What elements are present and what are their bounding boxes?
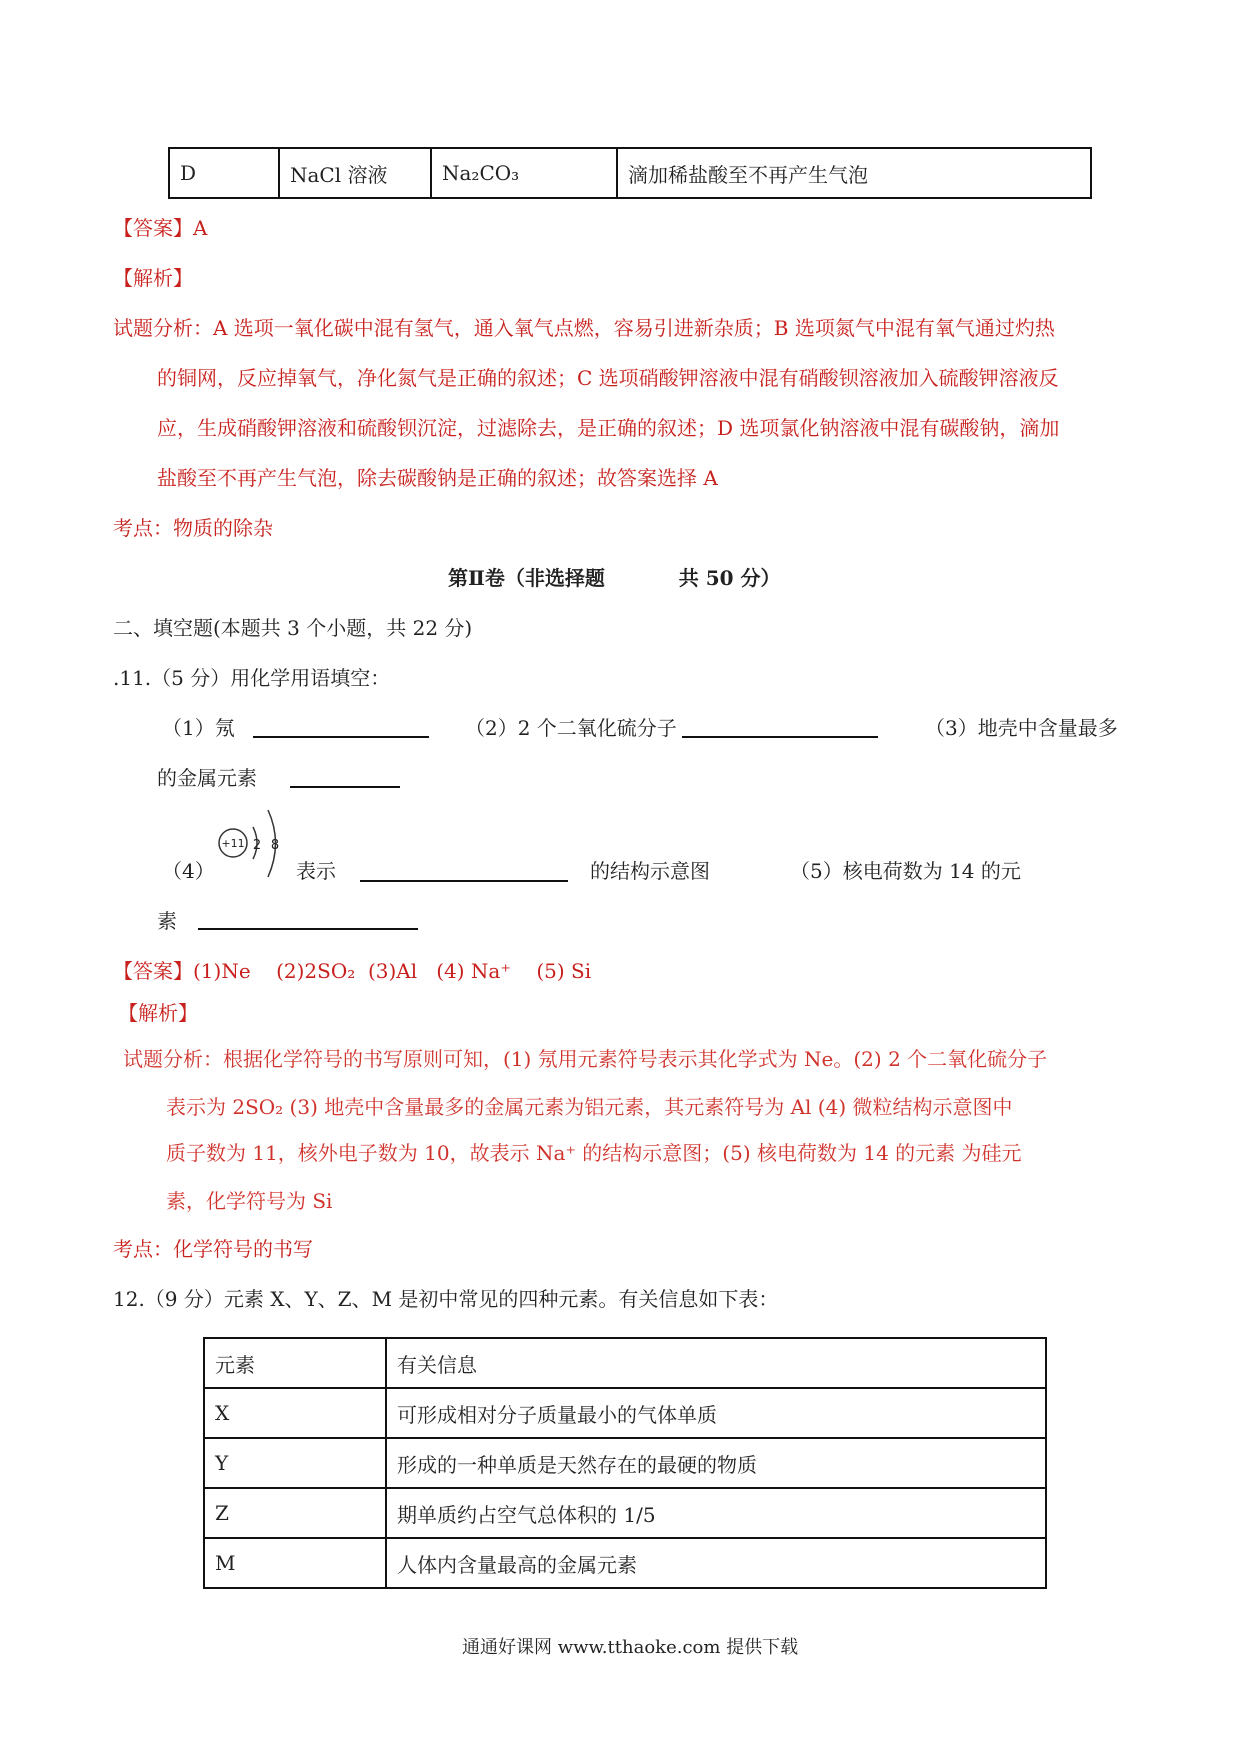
table-row <box>204 1538 1046 1588</box>
q11-analysis-line: 质子数为 11，核外电子数为 10，故表示 Na⁺ 的结构示意图；(5) 核电荷数为 14 的元素 为硅元 <box>166 1141 1022 1165</box>
q11-analysis-heading: 【解析】 <box>118 1001 198 1025</box>
table-cell: 形成的一种单质是天然存在的最硬的物质 <box>386 1438 1046 1488</box>
table-header-cell: 元素 <box>204 1338 386 1388</box>
q10-analysis-line: 应，生成硝酸钾溶液和硫酸钡沉淀，过滤除去，是正确的叙述；D 选项氯化钠溶液中混有碳酸钠，滴加 <box>157 416 1060 440</box>
q11-part4: （4） <box>162 859 215 883</box>
table-row <box>204 1488 1046 1538</box>
blank-line <box>360 880 568 882</box>
q10-analysis-line: 盐酸至不再产生气泡，除去碳酸钠是正确的叙述；故答案选择 A <box>157 466 718 490</box>
q11-part2: （2）2 个二氧化硫分子 <box>465 716 677 740</box>
q11-part1: （1）氖 <box>162 716 235 740</box>
table-cell: 人体内含量最高的金属元素 <box>386 1538 1046 1588</box>
q12-stem: 12.（9 分）元素 X、Y、Z、M 是初中常见的四种元素。有关信息如下表： <box>113 1287 779 1311</box>
q11-part4-b: 表示 <box>296 859 336 883</box>
table-cell: M <box>204 1538 386 1588</box>
top-table <box>168 147 1092 199</box>
table-cell: NaCl 溶液 <box>279 148 431 198</box>
table-cell: Z <box>204 1488 386 1538</box>
q11-analysis-line: 表示为 2SO₂ (3) 地壳中含量最多的金属元素为铝元素，其元素符号为 Al (4) 微粒结构示意图中 <box>166 1095 1013 1119</box>
q11-stem: .11.（5 分）用化学用语填空： <box>113 666 391 690</box>
table-cell: 期单质约占空气总体积的 1/5 <box>386 1488 1046 1538</box>
table-header-cell: 有关信息 <box>386 1338 1046 1388</box>
nucleus-label: +11 <box>221 837 245 850</box>
table-cell: 可形成相对分子质量最小的气体单质 <box>386 1388 1046 1438</box>
element-info-table <box>203 1337 1047 1589</box>
table-row <box>169 148 1091 198</box>
q11-part3-cont: 的金属元素 <box>157 766 257 790</box>
table-cell: Y <box>204 1438 386 1488</box>
q11-answer: 【答案】(1)Ne (2)2SO₂ (3)Al (4) Na⁺ (5) Si <box>113 959 592 983</box>
section-title-b: 共 50 分） <box>678 566 781 590</box>
shell1-label: 2 <box>252 838 262 853</box>
q10-analysis-line: 试题分析：A 选项一氧化碳中混有氢气，通入氧气点燃，容易引进新杂质；B 选项氮气中混有氧气通过灼热 <box>113 316 1055 340</box>
shell2-label: 8 <box>270 838 280 853</box>
section-title-a: 第Ⅱ卷（非选择题 <box>448 566 605 590</box>
table-cell: D <box>169 148 279 198</box>
table-cell: 滴加稀盐酸至不再产生气泡 <box>617 148 1091 198</box>
table-row <box>204 1438 1046 1488</box>
fill-heading: 二、填空题(本题共 3 个小题，共 22 分) <box>113 616 473 640</box>
q11-kaodian: 考点：化学符号的书写 <box>113 1237 313 1261</box>
q11-part5: （5）核电荷数为 14 的元 <box>790 859 1021 883</box>
page-footer: 通通好课网 www.tthaoke.com 提供下载 <box>462 1637 799 1658</box>
q11-analysis-line: 试题分析：根据化学符号的书写原则可知，(1) 氖用元素符号表示其化学式为 Ne。(2) 2 个二氧化硫分子 <box>123 1047 1048 1071</box>
q11-part4-c: 的结构示意图 <box>590 859 710 883</box>
blank-line <box>682 736 878 738</box>
q10-kaodian: 考点：物质的除杂 <box>113 516 273 540</box>
section-title <box>448 562 781 591</box>
q11-part5-cont: 素 <box>157 909 177 933</box>
table-cell: Na₂CO₃ <box>431 148 617 198</box>
q10-analysis-heading: 【解析】 <box>113 266 193 290</box>
blank-line <box>253 736 429 738</box>
q10-analysis-line: 的铜网，反应掉氧气，净化氮气是正确的叙述；C 选项硝酸钾溶液中混有硝酸钡溶液加入硫酸钾溶液反 <box>157 366 1059 390</box>
q11-part3: （3）地壳中含量最多 <box>925 716 1118 740</box>
table-row <box>204 1388 1046 1438</box>
table-header-row <box>204 1338 1046 1388</box>
table-cell: X <box>204 1388 386 1438</box>
atom-structure-diagram <box>213 805 293 895</box>
q11-analysis-line: 素，化学符号为 Si <box>166 1189 333 1213</box>
q10-answer: 【答案】A <box>113 216 208 240</box>
blank-line <box>290 786 400 788</box>
blank-line <box>198 928 418 930</box>
